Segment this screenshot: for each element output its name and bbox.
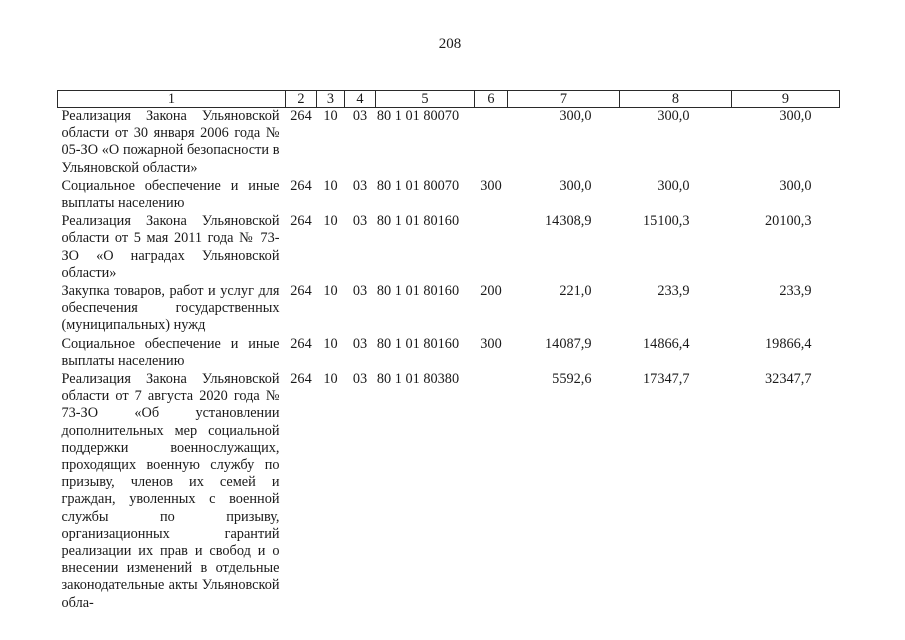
row-ministry-code: 264 — [290, 335, 312, 352]
row-ministry-code: 264 — [290, 371, 312, 388]
table-row — [58, 371, 840, 612]
row-description: Социальное обеспечение и иные выплаты населению — [61, 335, 280, 369]
row-expense-type — [475, 108, 508, 178]
table-row — [58, 336, 840, 371]
row-amount-col7: 300,0 — [559, 177, 592, 194]
row-subsection: 03 — [352, 371, 368, 388]
table-row — [58, 213, 840, 283]
table-row — [58, 283, 840, 336]
row-amount-col9: 300,0 — [779, 108, 812, 124]
row-amount-col7: 14087,9 — [545, 335, 592, 352]
row-amount-col8: 300,0 — [657, 177, 690, 194]
row-subsection: 03 — [352, 108, 368, 124]
row-expense-type — [475, 371, 508, 612]
row-target-article: 80 1 01 80160 — [376, 213, 460, 230]
row-amount-col8: 17347,7 — [643, 371, 690, 388]
row-description: Реализация Закона Ульяновской области от 7 августа 2020 года № 73-ЗО «Об установлении дополнительных мер социальной поддержки военнослужащих, проходящих военную службу по призыву, членов их семей и граждан, уволенных с военной службы по призыву, организационных гарантий реализации их прав и свобод и о внесении изменений в отдельные законодательные акты Ульяновской обла- — [61, 371, 280, 611]
row-section: 10 — [323, 108, 338, 124]
row-expense-type: 200 — [480, 283, 502, 300]
header-col-3: 3 — [317, 91, 345, 108]
row-amount-col7: 5592,6 — [552, 371, 592, 388]
row-subsection: 03 — [352, 213, 368, 230]
row-expense-type: 300 — [480, 177, 502, 194]
row-amount-col8: 14866,4 — [643, 335, 690, 352]
row-amount-col7: 14308,9 — [545, 213, 592, 230]
header-col-4: 4 — [345, 91, 376, 108]
header-col-2: 2 — [286, 91, 317, 108]
row-amount-col9: 20100,3 — [765, 213, 812, 230]
header-col-8: 8 — [620, 91, 732, 108]
row-expense-type — [475, 213, 508, 283]
row-amount-col9: 32347,7 — [765, 371, 812, 388]
row-ministry-code: 264 — [290, 283, 312, 300]
header-col-1: 1 — [58, 91, 286, 108]
row-section: 10 — [323, 335, 338, 352]
row-ministry-code: 264 — [290, 108, 312, 124]
row-target-article: 80 1 01 80070 — [376, 108, 460, 124]
row-section: 10 — [323, 177, 338, 194]
row-ministry-code: 264 — [290, 213, 312, 230]
header-col-6: 6 — [475, 91, 508, 108]
row-ministry-code: 264 — [290, 177, 312, 194]
row-expense-type: 300 — [480, 335, 502, 352]
row-description: Социальное обеспечение и иные выплаты населению — [61, 177, 280, 212]
budget-table — [57, 90, 840, 612]
header-col-9: 9 — [732, 91, 840, 108]
row-description: Реализация Закона Ульяновской области от 5 мая 2011 года № 73-ЗО «О наградах Ульяновской области» — [61, 213, 280, 281]
row-amount-col9: 300,0 — [779, 177, 812, 194]
table-row — [58, 108, 840, 178]
row-target-article: 80 1 01 80070 — [376, 177, 460, 194]
row-section: 10 — [323, 371, 338, 388]
row-amount-col8: 233,9 — [657, 283, 690, 300]
row-target-article: 80 1 01 80380 — [376, 371, 460, 388]
row-amount-col7: 300,0 — [559, 108, 592, 124]
row-amount-col8: 15100,3 — [643, 213, 690, 230]
row-amount-col9: 233,9 — [779, 283, 812, 300]
row-target-article: 80 1 01 80160 — [376, 283, 460, 300]
row-section: 10 — [323, 213, 338, 230]
row-description: Закупка товаров, работ и услуг для обеспечения государственных (муниципальных) нужд — [61, 283, 280, 334]
table-row — [58, 178, 840, 213]
table-body — [58, 108, 840, 612]
row-subsection: 03 — [352, 177, 368, 194]
row-amount-col8: 300,0 — [657, 108, 690, 124]
row-subsection: 03 — [352, 283, 368, 300]
row-subsection: 03 — [352, 335, 368, 352]
row-target-article: 80 1 01 80160 — [376, 335, 460, 352]
header-col-5: 5 — [376, 91, 475, 108]
row-amount-col9: 19866,4 — [765, 335, 812, 352]
header-col-7: 7 — [508, 91, 620, 108]
table-header — [58, 91, 840, 108]
page-number: 208 — [438, 36, 462, 52]
row-amount-col7: 221,0 — [559, 283, 592, 300]
row-description: Реализация Закона Ульяновской области от 30 января 2006 года № 05-ЗО «О пожарной безопасности в Ульяновской области» — [61, 108, 280, 176]
header-row — [58, 91, 840, 108]
row-section: 10 — [323, 283, 338, 300]
